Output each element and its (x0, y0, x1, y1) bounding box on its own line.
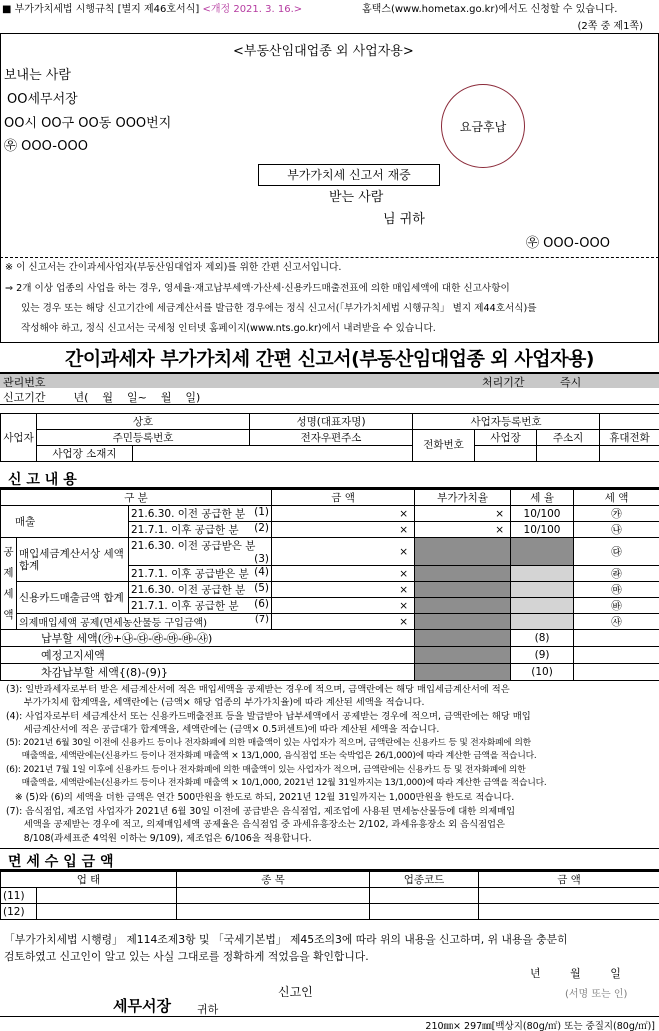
row2-vat-rate[interactable]: × (415, 522, 511, 538)
row7-tax[interactable]: ㉴ (574, 614, 659, 630)
footnote-5b: 매출액을, 세액란에는(신용카드 등이나 전자화폐 매출액 × 13/1,000, 음식점업 또는 숙박업은 26/1,000)에 따라 계산한 금액을 적습니다. (6, 751, 537, 761)
footnote-6a: (6): 2021년 7월 1일 이후에 신용카드 등이나 전자화폐에 의한 매출액이 있는 사업자가 적으며, 금액란에는 신용카드 등 및 전자화폐에 의한 (6, 765, 526, 775)
row6-tax[interactable]: ㉳ (574, 598, 659, 614)
row9-tax[interactable] (574, 647, 659, 664)
reissue-label: 부가가치세 신고서 재중 (258, 164, 440, 186)
row5-num: (5) (254, 582, 270, 594)
envelope-title: <부동산임대업종 외 사업자용> (233, 44, 414, 59)
proc-period-value: 즉시 (560, 376, 582, 389)
reporter-label: 신고인 (278, 985, 313, 999)
card-sales-label: 신용카드매출금액 합계 (17, 582, 129, 614)
net-payable-label: 차감납부할 세액{(8)-(9)} (1, 664, 415, 681)
location-label: 사업장 소재지 (37, 446, 133, 462)
row4-tax[interactable]: ㉱ (574, 566, 659, 582)
row4-num: (4) (254, 566, 270, 578)
exempt-col-code: 업종코드 (370, 872, 479, 888)
row10-tax[interactable] (574, 664, 659, 681)
row3-label: 21.6.30. 이전 공급받은 분 (131, 540, 256, 552)
rep-name-label: 성명(대표자명) (250, 414, 413, 430)
deduct-label: 공제세액 (1, 538, 17, 630)
row4-label: 21.7.1. 이후 공급받은 분 (131, 568, 249, 580)
report-table (0, 489, 659, 681)
row2-rate: 10/100 (511, 522, 574, 538)
col-amount: 금 액 (272, 490, 415, 506)
exempt-row12-item[interactable] (177, 904, 370, 920)
chief-honorific: 귀하 (197, 1003, 219, 1016)
row1-tax[interactable]: ㉮ (574, 506, 659, 522)
row3-rate (511, 538, 574, 566)
phone-label: 전화번호 (413, 430, 475, 462)
row10-num: (10) (511, 664, 574, 681)
footnote-5a: (5): 2021년 6월 30일 이전에 신용카드 등이나 전자화폐에 의한 매출액이 있는 사업자가 적으며, 금액란에는 신용카드 등 및 전자화폐에 의한 (6, 738, 531, 748)
col-item: 구 분 (1, 490, 272, 506)
footnote-limit: ※ (5)와 (6)의 세액을 더한 금액은 연간 500만원을 한도로 하되, 2021년 12월 31일까지는 1,000만원을 한도로 적습니다. (6, 792, 515, 803)
proc-period-label: 처리기간 (482, 376, 525, 389)
declaration (0, 931, 659, 965)
receiver-zip: ㉾ OOO-OOO (526, 236, 610, 251)
row8-tax[interactable] (574, 630, 659, 647)
exempt-col-business: 업 태 (1, 872, 177, 888)
reg-no-value[interactable] (600, 414, 659, 430)
row8-num: (8) (511, 630, 574, 647)
col-rate: 세 율 (511, 490, 574, 506)
exempt-row11-num: (11) (1, 888, 37, 904)
exempt-row11-business[interactable] (37, 888, 177, 904)
exempt-row12-code[interactable] (370, 904, 479, 920)
form-ref: ■ 부가가치세법 시행규칙 [별지 제46호서식] (2, 4, 200, 15)
postage-stamp (441, 84, 525, 168)
col-vat-rate: 부가가치율 (415, 490, 511, 506)
bottom-rule (0, 1016, 659, 1017)
sender-label: 보내는 사람 (4, 68, 71, 83)
row9-num: (9) (511, 647, 574, 664)
sales-label: 매출 (1, 506, 129, 538)
exempt-row12-amount[interactable] (479, 904, 659, 920)
row4-amount[interactable]: × (272, 566, 415, 582)
footnote-4b: 세금계산서에 적은 공급대가 합계액을, 세액란에는 (금액× 0.5퍼센트)에 따라 계산된 세액을 적습니다. (6, 724, 440, 735)
row2-tax[interactable]: ㉯ (574, 522, 659, 538)
postage-stamp-text: 요금후납 (459, 119, 507, 134)
row1-vat-rate[interactable]: × (415, 506, 511, 522)
row9-gray (415, 647, 511, 664)
row7-num: (7) (254, 614, 270, 625)
location-value[interactable] (133, 446, 413, 462)
trade-name-label: 상호 (37, 414, 250, 430)
mgmt-no-label: 관리번호 (3, 376, 46, 389)
row7-vat-rate (415, 614, 511, 630)
report-section-title: 신 고 내 용 (8, 472, 77, 488)
row5-rate (511, 582, 574, 598)
col-tax: 세 액 (574, 490, 659, 506)
exempt-col-item: 종 목 (177, 872, 370, 888)
period-rule (0, 404, 659, 405)
footnote-4a: (4): 사업자로부터 세금계산서 또는 신용카드매출전표 등을 발급받아 납부세액에서 공제받는 경우에 적으며, 금액란에는 해당 매입 (6, 711, 531, 722)
phone-biz-label: 사업장 (475, 430, 537, 446)
page-indicator: (2쪽 중 제1쪽) (577, 21, 643, 32)
notice-1: ※ 이 신고서는 간이과세사업자(부동산임대업자 제외)를 위한 간편 신고서입니다. (5, 262, 342, 273)
row1-label: 21.6.30. 이전 공급한 분 (131, 508, 246, 520)
notice-bottom-rule (0, 342, 659, 343)
row4-vat-rate (415, 566, 511, 582)
row5-vat-rate (415, 582, 511, 598)
sign-date: 년 월 일 (530, 967, 621, 980)
row2-num: (2) (254, 522, 270, 534)
phone-home-label: 주소지 (537, 430, 600, 446)
phone-mobile-label: 휴대전화 (600, 430, 659, 446)
reg-no-label: 사업자등록번호 (413, 414, 600, 430)
row8-gray (415, 630, 511, 647)
row3-vat-rate (415, 538, 511, 566)
footnote-6b: 매출액을, 세액란에는(신용카드 등이나 전자화폐 매출액 × 10/1,000, 2021년 12월 31일까지는 13/1,000)에 따라 계산한 금액을 적습니다. (6, 778, 547, 788)
row1-amount[interactable]: × (272, 506, 415, 522)
declaration-line-2: 검토하였고 신고인이 알고 있는 사실 그대로를 정확하게 적었음을 확인합니다. (4, 950, 369, 963)
footnote-7c: 8/108(과세표준 4억원 이하는 9/109), 제조업은 6/106을 적용합니다. (6, 833, 312, 844)
row5-tax[interactable]: ㉲ (574, 582, 659, 598)
revision-date: <개정 2021. 3. 16.> (202, 4, 303, 15)
row1-num: (1) (254, 506, 270, 518)
signature-hint[interactable]: (서명 또는 인) (565, 989, 628, 1000)
declaration-line-1: 「부가가치세법 시행령」 제114조제3항 및 「국세기본법」 제45조의3에 따라 위의 내용을 신고하며, 위 내용을 충분히 (4, 933, 568, 946)
form-title: 간이과세자 부가가치세 간편 신고서(부동산임대업종 외 사업자용) (64, 348, 594, 370)
row6-vat-rate (415, 598, 511, 614)
hometax-note: 홈택스(www.hometax.go.kr)에서도 신청할 수 있습니다. (362, 4, 618, 15)
phone-biz-value[interactable] (475, 446, 537, 462)
footnote-rule (0, 848, 659, 849)
footnote-7b: 세액을 공제받는 경우에 적고, 의제매입세액 공제율은 음식점업 중 과세유흥장소는 2/102, 과세유흥장소 외 음식점업은 (6, 819, 506, 830)
sender-address: OO시 OO구 OO동 OOO번지 (4, 116, 172, 131)
receiver-honorific: 님 귀하 (383, 212, 425, 227)
resident-no-label: 주민등록번호 (37, 430, 250, 446)
mgmt-band (0, 372, 659, 388)
phone-mobile-value[interactable] (600, 446, 659, 462)
row5-label: 21.6.30. 이전 공급한 분 (131, 584, 246, 596)
tax-office-chief: 세무서장 (113, 997, 171, 1015)
exempt-row11-item[interactable] (177, 888, 370, 904)
email-label: 전자우편주소 (250, 430, 413, 446)
exempt-table (0, 871, 659, 920)
row7-label: 의제매입세액 공제(면세농산물등 구입금액) (19, 618, 208, 629)
row6-rate (511, 598, 574, 614)
report-period: 신고기간 년( 월 일~ 월 일) (3, 391, 201, 404)
row7-amount[interactable]: × (272, 614, 415, 630)
business-side-label: 사업자 (1, 414, 37, 462)
notice-2b: 있는 경우 또는 해당 신고기간에 세금계산서를 발급한 경우에는 정식 신고서(「부가가치세법 시행규칙」 별지 제44호서식)를 (21, 303, 537, 314)
row5-amount[interactable]: × (272, 582, 415, 598)
footnote-3b: 부가가치세 합계액을, 세액란에는 (금액× 해당 업종의 부가가치율)에 따라 계산된 세액을 적습니다. (6, 697, 425, 708)
exempt-section-title: 면 세 수 입 금 액 (8, 854, 114, 870)
sender-zip: ㉾ OOO-OOO (4, 139, 88, 154)
row6-num: (6) (254, 598, 270, 610)
invoice-purchase-label: 매입세금계산서상 세액 합계 (17, 538, 129, 582)
exempt-row11-amount[interactable] (479, 888, 659, 904)
paper-spec: 210㎜× 297㎜[백상지(80g/㎡) 또는 중질지(80g/㎡)] (425, 1021, 655, 1031)
row10-gray (415, 664, 511, 681)
row3-tax[interactable]: ㉰ (574, 538, 659, 566)
tax-office-name: OO세무서장 (7, 92, 78, 107)
exempt-row12-business[interactable] (37, 904, 177, 920)
row3-num: (3) (254, 553, 270, 565)
receiver-label: 받는 사람 (329, 190, 384, 205)
payable-label: 납부할 세액(㉮+㉯-㉰-㉱-㉲-㉳-㉴) (1, 630, 415, 647)
row7-rate (511, 614, 574, 630)
notice-2c: 작성해야 하고, 정식 신고서는 국세청 인터넷 홈페이지(www.nts.go.kr)에서 내려받을 수 있습니다. (21, 323, 436, 334)
footnote-3a: (3): 일반과세자로부터 받은 세금계산서에 적은 매입세액을 공제받는 경우에 적으며, 금액란에는 해당 매입세금계산서에 적은 (6, 684, 510, 695)
prenotice-label: 예정고지세액 (1, 647, 415, 664)
form-header (0, 0, 659, 14)
exempt-row12-num: (12) (1, 904, 37, 920)
exempt-col-amount: 금 액 (479, 872, 659, 888)
footnote-7a: (7): 음식점업, 제조업 사업자가 2021년 6월 30일 이전에 공급받은 음식점업, 제조업에 사용된 면세농산물등에 대한 의제매입 (6, 806, 516, 817)
exempt-row11-code[interactable] (370, 888, 479, 904)
row4-rate (511, 566, 574, 582)
row3-amount[interactable]: × (272, 538, 415, 566)
phone-home-value[interactable] (537, 446, 600, 462)
notice-box (0, 258, 659, 342)
row2-amount[interactable]: × (272, 522, 415, 538)
notice-2a: ⇒ 2개 이상 업종의 사업을 하는 경우, 영세율·재고납부세액·가산세·신용카드매출전표에 의한 매입세액에 대한 신고사항이 (5, 283, 510, 294)
mailing-envelope (0, 33, 659, 259)
row6-label: 21.7.1. 이후 공급한 분 (131, 600, 239, 612)
business-info-table (0, 413, 659, 462)
row1-rate: 10/100 (511, 506, 574, 522)
row6-amount[interactable]: × (272, 598, 415, 614)
row2-label: 21.7.1. 이후 공급한 분 (131, 524, 239, 536)
